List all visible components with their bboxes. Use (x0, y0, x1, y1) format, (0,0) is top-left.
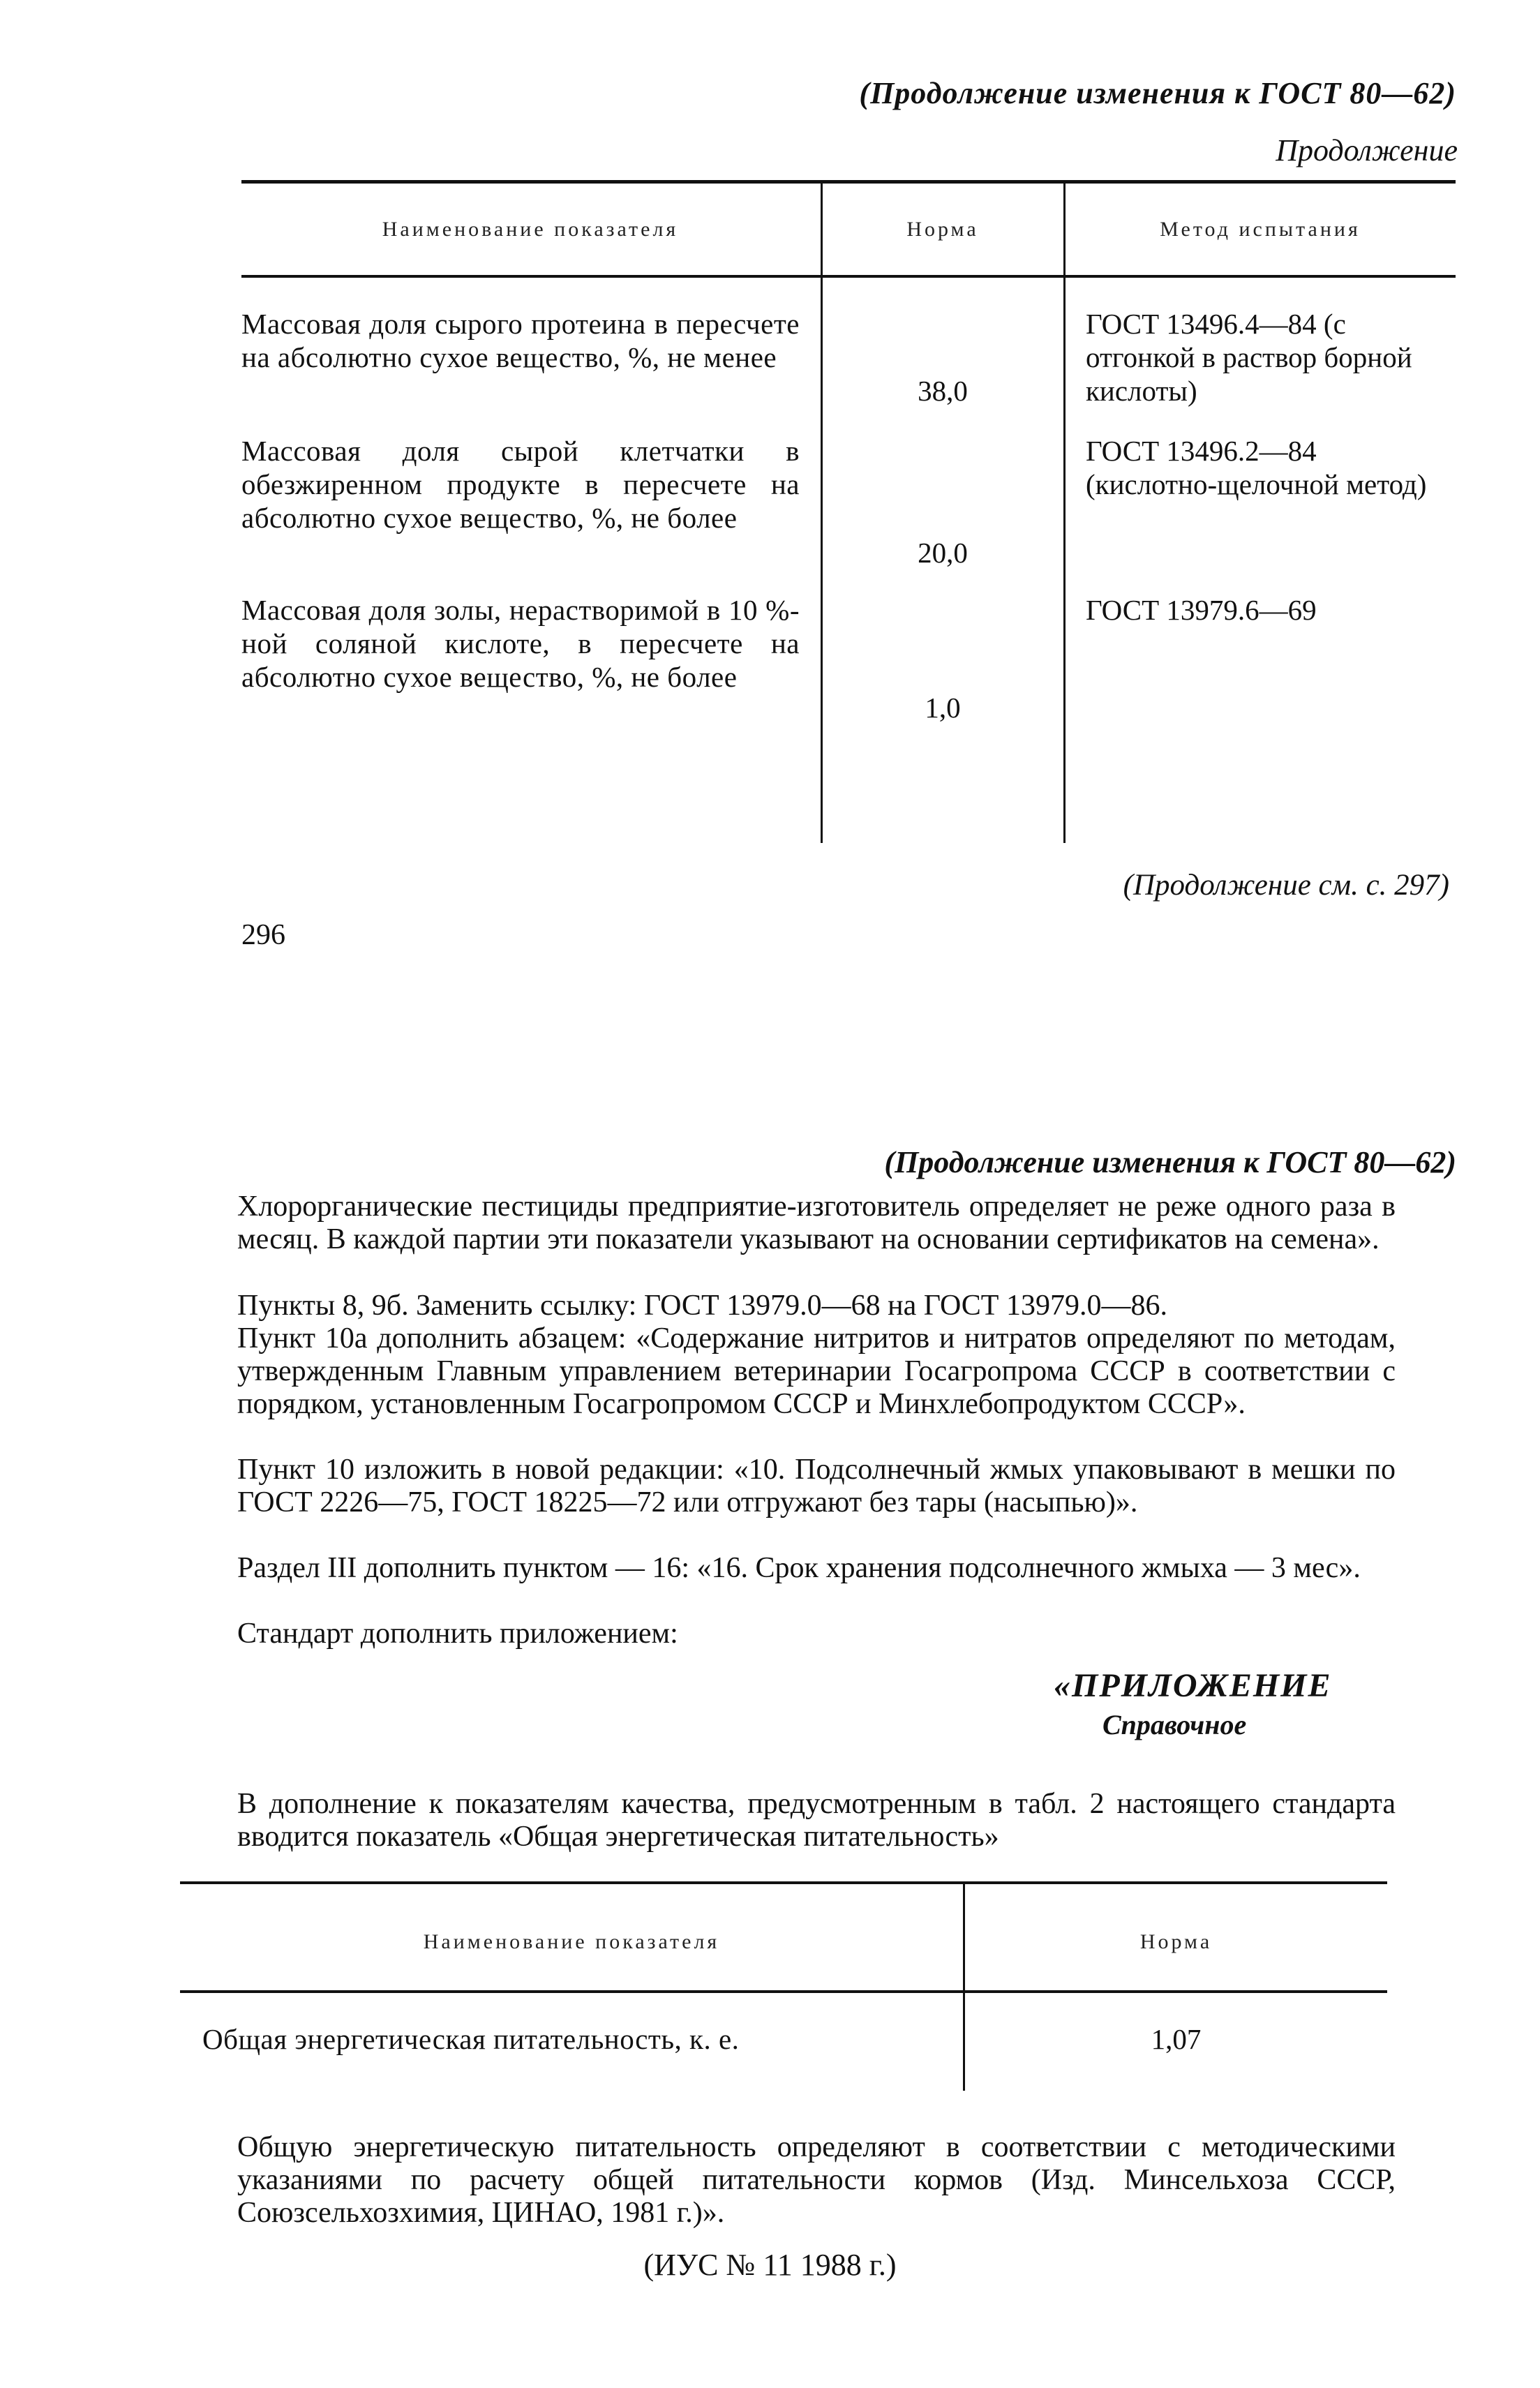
col-header-norm: Норма (906, 218, 979, 241)
paragraph-pesticides: Хлорорганические пестициды предприятие-изготовитель определяет не реже одного раза в месяц. В каждой партии эти показатели указывают на основании сертификатов на семена». (237, 1191, 1396, 1255)
appendix-intro-text: В дополнение к показателям качества, предусмотренным в табл. 2 настоящего стандарта вводится показатель «Общая энергетическая питательность» (237, 1788, 1396, 1853)
paragraph-item-10: Пункт 10 изложить в новой редакции: «10. Подсолнечный жмых упаковывают в мешки по ГОСТ 2226—75, ГОСТ 18225—72 или отгружают без тары (насыпью)». (237, 1454, 1396, 1518)
page-header-bottom: (Продолжение изменения к ГОСТ 80—62) (884, 1145, 1456, 1179)
appendix-table-header-rule (180, 1990, 1387, 1993)
table-row-method: ГОСТ 13979.6—69 (1086, 594, 1317, 626)
table-row-name: Массовая доля сырой клетчатки в обезжиренном продукте в пересчете на абсолютно сухое вещество, %, не более (241, 435, 800, 534)
paragraph-section-3: Раздел III дополнить пунктом — 16: «16. Срок хранения подсолнечного жмыха — 3 мес». (237, 1552, 1361, 1584)
appendix-table-divider (963, 1884, 965, 2091)
page-header-top: (Продолжение изменения к ГОСТ 80—62) (859, 76, 1456, 110)
col-header-method: Метод испытания (1160, 218, 1361, 241)
table-row-name: Массовая доля золы, нерастворимой в 10 %-ной соляной кислоте, в пересчете на абсолютно сухое вещество, %, не более (241, 594, 800, 693)
source-reference: (ИУС № 11 1988 г.) (643, 2248, 897, 2282)
table-row-norm: 20,0 (918, 537, 968, 569)
appendix-col-header-norm: Норма (1139, 1930, 1213, 1953)
appendix-title: «ПРИЛОЖЕНИЕ (1054, 1667, 1332, 1704)
table-row-name: Массовая доля сырого протеина в пересчете на абсолютно сухое вещество, %, не менее (241, 308, 800, 373)
continued-note: (Продолжение см. с. 297) (1123, 869, 1449, 902)
table-row-norm: 38,0 (918, 375, 968, 407)
table-top-rule (241, 180, 1456, 184)
appendix-table-row-name: Общая энергетическая питательность, к. е. (202, 2023, 740, 2055)
col-header-name: Наименование показателя (382, 218, 679, 241)
paragraph-item-10a: Пункт 10а дополнить абзацем: «Содержание нитритов и нитратов определяют по методам, утвержденным Главным управлением ветеринарии Госагропрома СССР в соответствии с порядком, установленным Госагропромом СССР и Минхлебопродуктом СССР». (237, 1322, 1396, 1420)
appendix-table-top-rule (180, 1881, 1387, 1884)
table-row-method: ГОСТ 13496.4—84 (с отгонкой в раствор борной кислоты) (1086, 308, 1412, 407)
appendix-col-header-name: Наименование показателя (423, 1930, 720, 1953)
table-row-norm: 1,0 (925, 692, 961, 724)
table-body-divider-2 (1063, 278, 1066, 843)
table-header-rule (241, 275, 1456, 278)
continuation-label: Продолжение (1276, 133, 1458, 167)
appendix-table-row-norm: 1,07 (1151, 2023, 1202, 2055)
page-number: 296 (241, 919, 285, 951)
appendix-subtitle: Справочное (1102, 1709, 1247, 1740)
table-row-method: ГОСТ 13496.2—84 (кислотно-щелочной метод) (1086, 435, 1427, 500)
closing-paragraph: Общую энергетическую питательность определяют в соответствии с методическими указаниями по расчету общей питательности кормов (Изд. Минсельхоза СССР, Союзсельхозхимия, ЦИНАО, 1981 г.)». (237, 2131, 1396, 2229)
paragraph-appendix-intro: Стандарт дополнить приложением: (237, 1618, 678, 1650)
paragraph-items-8-9b: Пункты 8, 9б. Заменить ссылку: ГОСТ 13979.0—68 на ГОСТ 13979.0—86. (237, 1290, 1167, 1322)
